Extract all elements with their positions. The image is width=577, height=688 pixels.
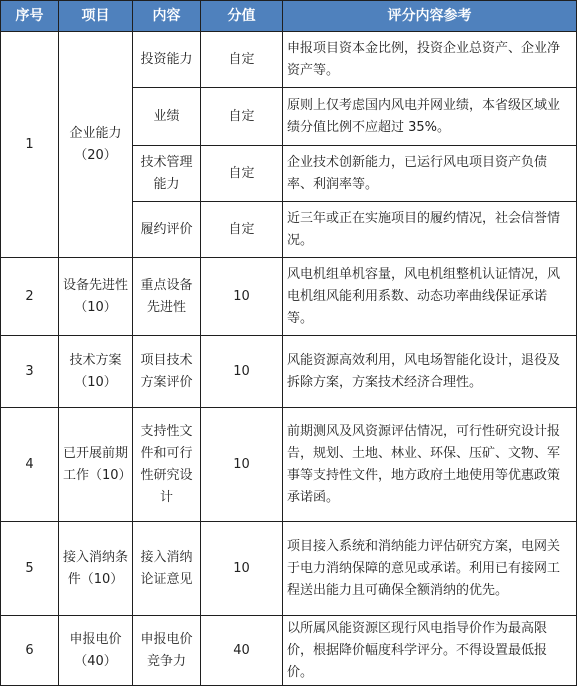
header-no: 序号: [1, 1, 59, 32]
header-row: [1, 1, 577, 32]
row-score: 40: [201, 616, 283, 686]
row-content: 技术管理能力: [133, 146, 201, 202]
row-content: 重点设备先进性: [133, 258, 201, 336]
table-row: [1, 522, 577, 616]
row-item: 技术方案（10）: [59, 336, 133, 408]
row-content: 项目技术方案评价: [133, 336, 201, 408]
row-no: 1: [1, 32, 59, 258]
row-no: 4: [1, 408, 59, 522]
row-content: 申报电价竞争力: [133, 616, 201, 686]
row-score: 自定: [201, 32, 283, 88]
table-row: [1, 336, 577, 408]
row-item: 申报电价（40）: [59, 616, 133, 686]
row-item: 企业能力（20）: [59, 32, 133, 258]
row-reference: 项目接入系统和消纳能力评估研究方案，电网关于电力消纳保障的意见或承诺。利用已有接网工程送出能力且可确保全额消纳的优先。: [283, 522, 577, 616]
row-content: 接入消纳论证意见: [133, 522, 201, 616]
row-reference: 企业技术创新能力，已运行风电项目资产负债率、利润率等。: [283, 146, 577, 202]
header-score: 分值: [201, 1, 283, 32]
row-score: 自定: [201, 146, 283, 202]
row-no: 2: [1, 258, 59, 336]
row-score: 10: [201, 258, 283, 336]
row-content: 支持性文件和可行性研究设计: [133, 408, 201, 522]
header-item: 项目: [59, 1, 133, 32]
row-score: 自定: [201, 202, 283, 258]
table-row: [1, 258, 577, 336]
row-reference: 申报项目资本金比例，投资企业总资产、企业净资产等。: [283, 32, 577, 88]
header-content: 内容: [133, 1, 201, 32]
row-item: 设备先进性（10）: [59, 258, 133, 336]
row-no: 6: [1, 616, 59, 686]
row-no: 5: [1, 522, 59, 616]
row-item: 接入消纳条件（10）: [59, 522, 133, 616]
row-score: 10: [201, 336, 283, 408]
row-reference: 原则上仅考虑国内风电并网业绩，本省级区域业绩分值比例不应超过 35%。: [283, 88, 577, 146]
table-row: [1, 616, 577, 686]
row-score: 10: [201, 522, 283, 616]
table-row: [1, 408, 577, 522]
row-reference: 近三年或正在实施项目的履约情况，社会信誉情况。: [283, 202, 577, 258]
row-no: 3: [1, 336, 59, 408]
row-score: 自定: [201, 88, 283, 146]
row-reference: 前期测风及风资源评估情况，可行性研究设计报告，规划、土地、林业、环保、压矿、文物、军事等支持性文件，地方政府土地使用等优惠政策承诺函。: [283, 408, 577, 522]
row-content: 业绩: [133, 88, 201, 146]
row-content: 投资能力: [133, 32, 201, 88]
row-item: 已开展前期工作（10）: [59, 408, 133, 522]
row-score: 10: [201, 408, 283, 522]
row-reference: 风电机组单机容量，风电机组整机认证情况，风电机组风能利用系数、动态功率曲线保证承诺等。: [283, 258, 577, 336]
row-content: 履约评价: [133, 202, 201, 258]
row-reference: 以所属风能资源区现行风电指导价作为最高限价，根据降价幅度科学评分。不得设置最低报价。: [283, 616, 577, 686]
row-reference: 风能资源高效利用，风电场智能化设计，退役及拆除方案，方案技术经济合理性。: [283, 336, 577, 408]
header-reference: 评分内容参考: [283, 1, 577, 32]
table-row: [1, 32, 577, 88]
